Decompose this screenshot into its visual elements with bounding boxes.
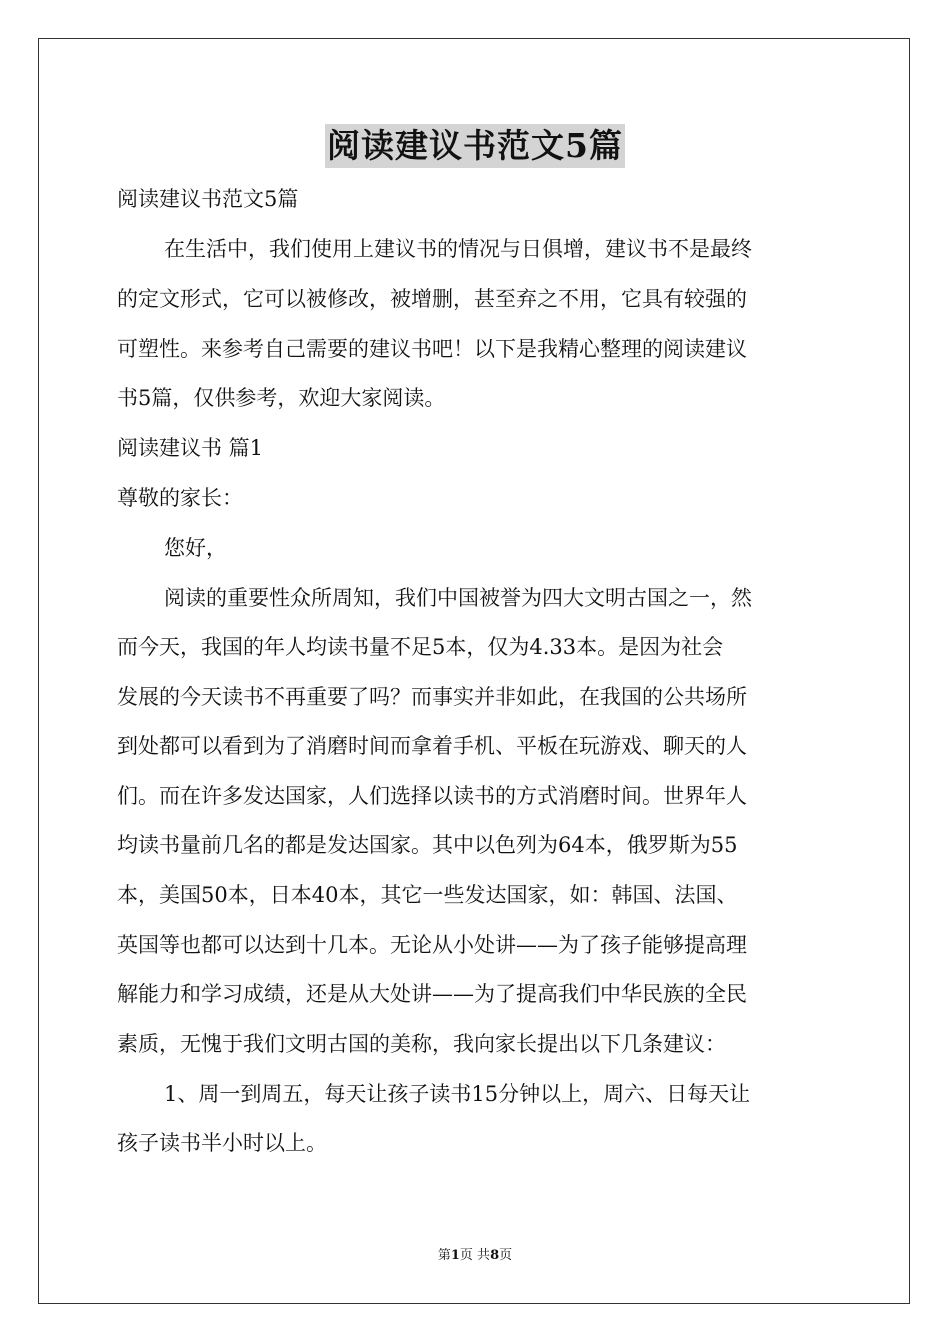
title-container xyxy=(0,124,950,168)
page-label-suffix: 页 xyxy=(499,1248,513,1263)
body-line-3: 发展的今天读书不再重要了吗？而事实并非如此，在我国的公共场所 xyxy=(117,685,747,709)
greeting: 您好， xyxy=(164,536,227,560)
intro-line-4: 书5篇，仅供参考，欢迎大家阅读。 xyxy=(117,386,446,410)
body-line-10: 素质，无愧于我们文明古国的美称，我向家长提出以下几条建议： xyxy=(117,1032,726,1056)
total-page-count: 8 xyxy=(490,1248,500,1263)
intro-line-3: 可塑性。来参考自己需要的建议书吧！以下是我精心整理的阅读建议 xyxy=(117,337,747,361)
body-line-9: 解能力和学习成绩，还是从大处讲——为了提高我们中华民族的全民 xyxy=(117,982,747,1006)
document-title: 阅读建议书范文5篇 xyxy=(325,124,625,168)
intro-line-1: 在生活中，我们使用上建议书的情况与日俱增，建议书不是最终 xyxy=(164,237,752,261)
current-page-number: 1 xyxy=(450,1248,460,1263)
body-line-1: 阅读的重要性众所周知，我们中国被誉为四大文明古国之一，然 xyxy=(164,586,752,610)
page-border xyxy=(38,38,910,1304)
body-line-5: 们。而在许多发达国家，人们选择以读书的方式消磨时间。世界年人 xyxy=(117,784,747,808)
intro-line-2: 的定文形式，它可以被修改，被增删，甚至弃之不用，它具有较强的 xyxy=(117,287,747,311)
body-line-4: 到处都可以看到为了消磨时间而拿着手机、平板在玩游戏、聊天的人 xyxy=(117,734,747,758)
body-line-2: 而今天，我国的年人均读书量不足5本，仅为4.33本。是因为社会 xyxy=(117,635,724,659)
body-line-6: 均读书量前几名的都是发达国家。其中以色列为64本，俄罗斯为55 xyxy=(117,833,738,857)
page-footer xyxy=(0,1247,950,1265)
suggestion-1-line-2: 孩子读书半小时以上。 xyxy=(117,1131,327,1155)
body-line-8: 英国等也都可以达到十几本。无论从小处讲——为了孩子能够提高理 xyxy=(117,933,747,957)
suggestion-1-line-1: 1、周一到周五，每天让孩子读书15分钟以上，周六、日每天让 xyxy=(164,1082,751,1106)
section-heading: 阅读建议书 篇1 xyxy=(117,436,264,460)
subtitle-line: 阅读建议书范文5篇 xyxy=(117,187,299,211)
body-line-7: 本，美国50本，日本40本，其它一些发达国家，如：韩国、法国、 xyxy=(117,883,738,907)
salutation: 尊敬的家长： xyxy=(117,486,243,510)
page-label-mid: 页 共 xyxy=(459,1248,491,1263)
page-label-prefix: 第 xyxy=(437,1248,451,1263)
